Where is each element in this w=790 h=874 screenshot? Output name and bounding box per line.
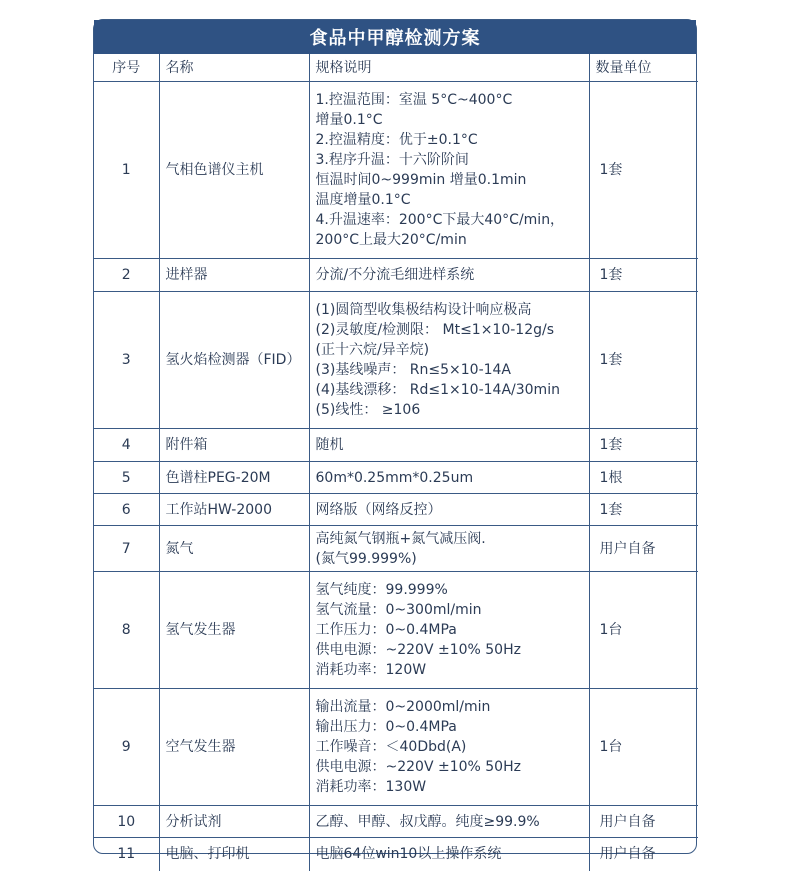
row-name: 电脑、打印机 [159, 838, 309, 871]
row-name: 色谱柱PEG-20M [159, 462, 309, 494]
row-no: 1 [94, 82, 159, 259]
row-qty: 1套 [589, 292, 698, 429]
row-name: 氢火焰检测器（FID） [159, 292, 309, 429]
table-row [94, 259, 698, 292]
row-qty: 1套 [589, 494, 698, 526]
row-name: 工作站HW-2000 [159, 494, 309, 526]
header-qty: 数量单位 [589, 54, 698, 82]
row-no: 4 [94, 429, 159, 462]
row-name: 进样器 [159, 259, 309, 292]
row-no: 8 [94, 572, 159, 689]
row-no: 3 [94, 292, 159, 429]
row-no: 10 [94, 806, 159, 838]
row-spec: 1.控温范围：室温 5°C~400°C 增量0.1°C 2.控温精度：优于±0.1°C 3.程序升温：十六阶阶间 恒温时间0~999min 增量0.1min 温度增量0.1°C 4.升温速率：200°C下最大40°C/min， 200°C上最大20°C/min [309, 82, 589, 259]
row-spec: 乙醇、甲醇、叔戊醇。纯度≥99.9% [309, 806, 589, 838]
table-title: 食品中甲醇检测方案 [94, 20, 696, 54]
header-no: 序号 [94, 54, 159, 82]
row-spec: (1)圆筒型收集极结构设计响应极高 (2)灵敏度/检测限： Mt≤1×10-12g/s (正十六烷/异辛烷) (3)基线噪声： Rn≤5×10-14A (4)基线漂移： Rd≤1×10-14A/30min (5)线性： ≥106 [309, 292, 589, 429]
table-row [94, 838, 698, 871]
row-no: 7 [94, 526, 159, 572]
row-spec: 网络版（网络反控） [309, 494, 589, 526]
row-qty: 用户自备 [589, 526, 698, 572]
row-qty: 1台 [589, 572, 698, 689]
row-qty: 用户自备 [589, 806, 698, 838]
table-row [94, 806, 698, 838]
row-qty: 1套 [589, 429, 698, 462]
header-spec: 规格说明 [309, 54, 589, 82]
row-qty: 1台 [589, 689, 698, 806]
row-no: 6 [94, 494, 159, 526]
table-row [94, 82, 698, 259]
row-qty: 1套 [589, 259, 698, 292]
table-row [94, 572, 698, 689]
row-spec: 60m*0.25mm*0.25um [309, 462, 589, 494]
row-no: 9 [94, 689, 159, 806]
row-name: 气相色谱仪主机 [159, 82, 309, 259]
row-no: 11 [94, 838, 159, 871]
row-spec: 高纯氮气钢瓶+氮气减压阀. (氮气99.999%) [309, 526, 589, 572]
row-name: 氮气 [159, 526, 309, 572]
table-row [94, 292, 698, 429]
row-qty: 用户自备 [589, 838, 698, 871]
equipment-table [94, 54, 698, 871]
row-qty: 1套 [589, 82, 698, 259]
row-no: 5 [94, 462, 159, 494]
table-row [94, 494, 698, 526]
methanol-detection-table-card [93, 19, 697, 863]
row-name: 附件箱 [159, 429, 309, 462]
row-qty: 1根 [589, 462, 698, 494]
row-name: 空气发生器 [159, 689, 309, 806]
table-row [94, 462, 698, 494]
table-row [94, 689, 698, 806]
row-spec: 氢气纯度：99.999% 氢气流量：0~300ml/min 工作压力：0~0.4MPa 供电电源：~220V ±10% 50Hz 消耗功率：120W [309, 572, 589, 689]
row-name: 氢气发生器 [159, 572, 309, 689]
table-header-row [94, 54, 698, 82]
row-spec: 分流/不分流毛细进样系统 [309, 259, 589, 292]
header-name: 名称 [159, 54, 309, 82]
table-row [94, 526, 698, 572]
table-row [94, 429, 698, 462]
row-spec: 电脑64位win10以上操作系统 [309, 838, 589, 871]
row-name: 分析试剂 [159, 806, 309, 838]
row-no: 2 [94, 259, 159, 292]
row-spec: 随机 [309, 429, 589, 462]
row-spec: 输出流量：0~2000ml/min 输出压力：0~0.4MPa 工作噪音：＜40Dbd(A) 供电电源：~220V ±10% 50Hz 消耗功率：130W [309, 689, 589, 806]
